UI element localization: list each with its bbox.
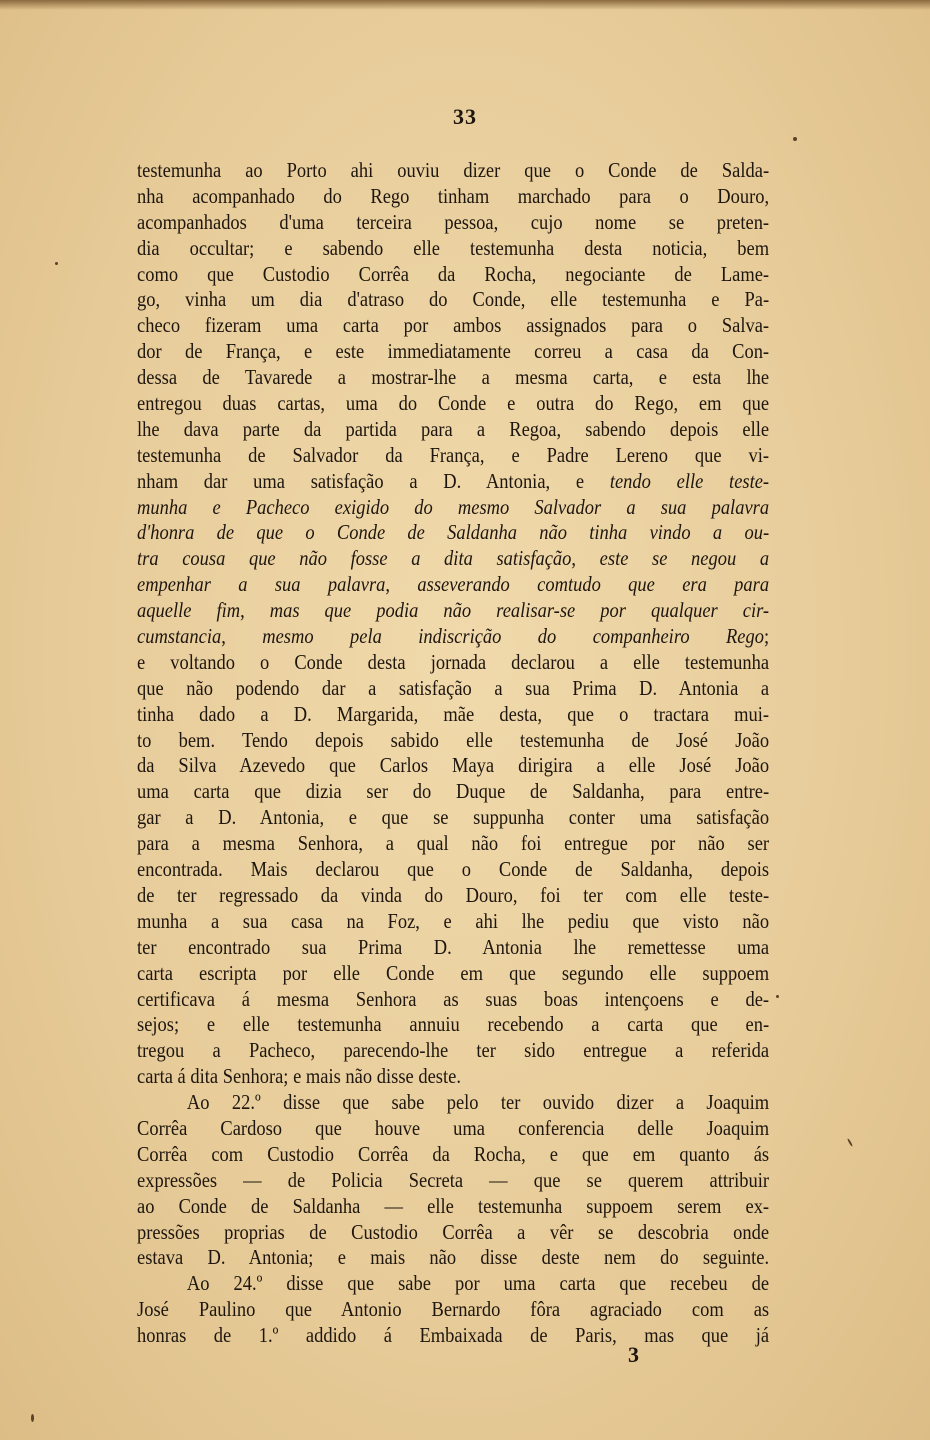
text-line: dessa de Tavarede a mostrar-lhe a mesma carta, e esta lhe [137, 365, 770, 390]
text-line-italic: empenhar a sua palavra, asseverando comtudo que era para [137, 572, 770, 597]
text-line: da Silva Azevedo que Carlos Maya dirigira a elle José João [137, 753, 770, 778]
signature-mark: 3 [628, 1342, 639, 1367]
text-line: to bem. Tendo depois sabido elle testemunha de José João [137, 727, 770, 752]
text-line-italic: aquelle fim, mas que podia não realisar-se por qualquer cir- [137, 598, 770, 623]
text-line: lhe dava parte da partida para a Regoa, sabendo depois elle [137, 416, 770, 441]
text-line: sejos; e elle testemunha annuiu recebendo a carta que en- [137, 1012, 770, 1037]
text-line: encontrada. Mais declarou que o Conde de Saldanha, depois [137, 857, 770, 882]
document-body [137, 158, 769, 1349]
text-line: Corrêa Cardoso que houve uma conferencia delle Joaquim [137, 1115, 770, 1140]
text-line-italic: tra cousa que não fosse a dita satisfação, este se negou a [137, 546, 770, 571]
text-line: go, vinha um dia d'atraso do Conde, elle testemunha e Pa- [137, 287, 770, 312]
paragraph-start-line: Ao 24.º disse que sabe por uma carta que recebeu de [186, 1271, 770, 1296]
text-line: dor de França, e este immediatamente correu a casa da Con- [137, 339, 770, 364]
text-line: José Paulino que Antonio Bernardo fôra agraciado com as [137, 1297, 770, 1322]
paper-speck [31, 1414, 34, 1422]
paragraph-end-line: carta á dita Senhora; e mais não disse deste. [137, 1064, 461, 1089]
text-line: gar a D. Antonia, e que se suppunha conter uma satisfação [137, 805, 770, 830]
text-line: checo fizeram uma carta por ambos assignados para o Salva- [137, 313, 770, 338]
text-line-italic: munha e Pacheco exigido do mesmo Salvador a sua palavra [137, 494, 770, 519]
text-line: para a mesma Senhora, a qual não foi entregue por não ser [137, 831, 770, 856]
text-line: ao Conde de Saldanha — elle testemunha suppoem serem ex- [137, 1193, 770, 1218]
paper-speck [847, 1138, 853, 1147]
paragraph-end-line: estava D. Antonia; e mais não disse deste nem do seguinte. [137, 1245, 770, 1270]
text-line: tinha dado a D. Margarida, mãe desta, que o tractara mui- [137, 701, 770, 726]
text-line: acompanhados d'uma terceira pessoa, cujo nome se preten- [137, 209, 770, 234]
paper-speck [776, 995, 779, 998]
text-line-italic: d'honra de que o Conde de Saldanha não tinha vindo a ou- [137, 520, 770, 545]
text-line: testemunha ao Porto ahi ouviu dizer que o Conde de Salda- [137, 158, 770, 182]
text-line: nha acompanhado do Rego tinham marchado para o Douro, [137, 183, 770, 208]
page-number: 33 [453, 104, 477, 129]
text-line: e voltando o Conde desta jornada declarou a elle testemunha [137, 649, 770, 674]
text-line: de ter regressado da vinda do Douro, foi ter com elle teste- [137, 882, 770, 907]
text-line: testemunha de Salvador da França, e Padre Lereno que vi- [137, 442, 770, 467]
text-line: expressões — de Policia Secreta — que se querem attribuir [137, 1167, 770, 1192]
text-line: tregou a Pacheco, parecendo-lhe ter sido entregue a referida [137, 1038, 770, 1063]
text-line: carta escripta por elle Conde em que segundo elle suppoem [137, 960, 770, 985]
text-line: como que Custodio Corrêa da Rocha, negociante de Lame- [137, 261, 770, 286]
text-line: ter encontrado sua Prima D. Antonia lhe remettesse uma [137, 934, 770, 959]
paper-speck [55, 262, 58, 265]
text-line: que não podendo dar a satisfação a sua Prima D. Antonia a [137, 675, 770, 700]
text-line: Corrêa com Custodio Corrêa da Rocha, e que em quanto ás [137, 1141, 770, 1166]
text-line: certificava á mesma Senhora as suas boas intençoens e de- [137, 986, 770, 1011]
text-line: entregou duas cartas, uma do Conde e outra do Rego, em que [137, 391, 770, 416]
paragraph-start-line: Ao 22.º disse que sabe pelo ter ouvido dizer a Joaquim [186, 1090, 770, 1115]
paper-speck [793, 137, 797, 141]
text-line: dia occultar; e sabendo elle testemunha desta noticia, bem [137, 235, 770, 260]
text-line: uma carta que dizia ser do Duque de Saldanha, para entre- [137, 779, 770, 804]
text-line-italic: cumstancia, mesmo pela indiscrição do companheiro Rego; [137, 624, 770, 649]
text-line: honras de 1.º addido á Embaixada de Paris, mas que já [137, 1323, 770, 1348]
text-line: nham dar uma satisfação a D. Antonia, e tendo elle teste- [137, 468, 770, 493]
text-line: munha a sua casa na Foz, e ahi lhe pediu que visto não [137, 908, 770, 933]
text-line: pressões proprias de Custodio Corrêa a vêr se descobria onde [137, 1219, 770, 1244]
page-top-edge [0, 0, 930, 10]
